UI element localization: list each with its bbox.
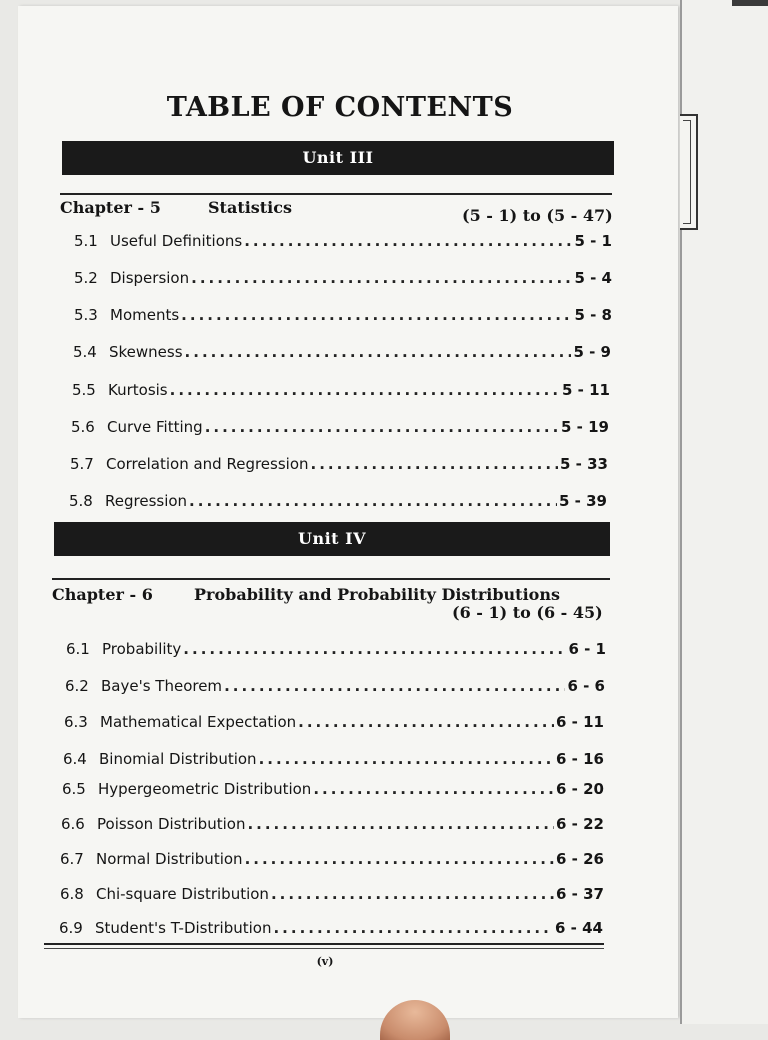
entry-title: Mathematical Expectation bbox=[100, 713, 297, 731]
entry-page: 5 - 8 bbox=[574, 306, 612, 324]
unit-banner: Unit III bbox=[62, 141, 614, 175]
footer-rule-thin bbox=[44, 948, 604, 949]
dot-leader bbox=[245, 850, 554, 868]
chapter-heading bbox=[60, 198, 292, 217]
entry-number: 6.6 bbox=[61, 815, 85, 833]
toc-entry[interactable] bbox=[62, 780, 604, 798]
page-number: (v) bbox=[316, 955, 334, 968]
entry-page: 6 - 1 bbox=[568, 640, 606, 658]
entry-page: 5 - 11 bbox=[562, 381, 610, 399]
entry-title: Normal Distribution bbox=[96, 850, 243, 868]
unit-banner: Unit IV bbox=[54, 522, 610, 556]
background-corner bbox=[732, 0, 768, 6]
page-title: TABLE OF CONTENTS bbox=[166, 92, 514, 123]
entry-title: Useful Definitions bbox=[110, 232, 243, 250]
chapter-page-range: (5 - 1) to (5 - 47) bbox=[462, 206, 613, 225]
entry-page: 6 - 20 bbox=[556, 780, 604, 798]
entry-title: Dispersion bbox=[110, 269, 190, 287]
dot-leader bbox=[205, 418, 559, 436]
entry-title: Probability bbox=[102, 640, 182, 658]
entry-title: Correlation and Regression bbox=[106, 455, 309, 473]
dot-leader bbox=[311, 455, 559, 473]
entry-page: 5 - 1 bbox=[574, 232, 612, 250]
toc-entry[interactable] bbox=[64, 713, 604, 731]
entry-title: Regression bbox=[105, 492, 188, 510]
entry-title: Skewness bbox=[109, 343, 183, 361]
entry-title: Baye's Theorem bbox=[101, 677, 223, 695]
dot-leader bbox=[224, 677, 565, 695]
toc-entry[interactable] bbox=[65, 677, 605, 695]
entry-page: 5 - 4 bbox=[574, 269, 612, 287]
entry-number: 6.2 bbox=[65, 677, 89, 695]
entry-number: 6.7 bbox=[60, 850, 84, 868]
entry-page: 6 - 16 bbox=[556, 750, 604, 768]
toc-entry[interactable] bbox=[72, 381, 610, 399]
entry-page: 6 - 44 bbox=[555, 919, 603, 937]
toc-entry[interactable] bbox=[61, 815, 604, 833]
dot-leader bbox=[189, 492, 557, 510]
dot-leader bbox=[191, 269, 572, 287]
entry-page: 6 - 22 bbox=[556, 815, 604, 833]
dot-leader bbox=[273, 919, 553, 937]
entry-number: 6.8 bbox=[60, 885, 84, 903]
footer-rule bbox=[44, 943, 604, 945]
entry-number: 5.6 bbox=[71, 418, 95, 436]
dot-leader bbox=[185, 343, 572, 361]
toc-entry[interactable] bbox=[70, 455, 608, 473]
toc-entry[interactable] bbox=[66, 640, 606, 658]
chapter-name: Statistics bbox=[208, 198, 293, 217]
entry-page: 6 - 6 bbox=[567, 677, 605, 695]
dot-leader bbox=[244, 232, 572, 250]
entry-number: 5.4 bbox=[73, 343, 97, 361]
entry-number: 5.3 bbox=[74, 306, 98, 324]
toc-entry[interactable] bbox=[74, 269, 612, 287]
entry-page: 5 - 19 bbox=[561, 418, 609, 436]
entry-page: 5 - 9 bbox=[573, 343, 611, 361]
dot-leader bbox=[247, 815, 554, 833]
toc-entry[interactable] bbox=[74, 306, 612, 324]
entry-number: 5.5 bbox=[72, 381, 96, 399]
dot-leader bbox=[183, 640, 566, 658]
chapter-page-range: (6 - 1) to (6 - 45) bbox=[452, 603, 603, 622]
entry-page: 5 - 33 bbox=[560, 455, 608, 473]
toc-entry[interactable] bbox=[59, 919, 603, 937]
toc-entry[interactable] bbox=[63, 750, 604, 768]
chapter-name: Probability and Probability Distributions bbox=[194, 585, 560, 604]
entry-page: 5 - 39 bbox=[559, 492, 607, 510]
dot-leader bbox=[271, 885, 554, 903]
dot-leader bbox=[313, 780, 554, 798]
toc-entry[interactable] bbox=[73, 343, 611, 361]
entry-number: 5.1 bbox=[74, 232, 98, 250]
entry-title: Chi-square Distribution bbox=[96, 885, 269, 903]
entry-number: 6.3 bbox=[64, 713, 88, 731]
entry-number: 5.8 bbox=[69, 492, 93, 510]
toc-entry[interactable] bbox=[60, 885, 604, 903]
dot-leader bbox=[298, 713, 554, 731]
chapter-heading bbox=[52, 585, 560, 604]
dot-leader bbox=[181, 306, 572, 324]
chapter-label: Chapter - 6 bbox=[52, 585, 153, 604]
toc-entry[interactable] bbox=[60, 850, 604, 868]
entry-number: 6.1 bbox=[66, 640, 90, 658]
chapter-label: Chapter - 5 bbox=[60, 198, 161, 217]
chapter-divider bbox=[60, 193, 612, 195]
toc-entry[interactable] bbox=[74, 232, 612, 250]
entry-page: 6 - 11 bbox=[556, 713, 604, 731]
entry-number: 5.7 bbox=[70, 455, 94, 473]
toc-entry[interactable] bbox=[69, 492, 607, 510]
entry-page: 6 - 37 bbox=[556, 885, 604, 903]
entry-title: Hypergeometric Distribution bbox=[98, 780, 312, 798]
toc-entry[interactable] bbox=[71, 418, 609, 436]
entry-title: Poisson Distribution bbox=[97, 815, 246, 833]
dot-leader bbox=[259, 750, 554, 768]
page-tab-marker bbox=[680, 114, 698, 230]
dot-leader bbox=[170, 381, 560, 399]
entry-number: 6.5 bbox=[62, 780, 86, 798]
entry-title: Curve Fitting bbox=[107, 418, 203, 436]
entry-number: 6.9 bbox=[59, 919, 83, 937]
entry-title: Kurtosis bbox=[108, 381, 168, 399]
entry-number: 6.4 bbox=[63, 750, 87, 768]
entry-page: 6 - 26 bbox=[556, 850, 604, 868]
entry-title: Binomial Distribution bbox=[99, 750, 257, 768]
entry-number: 5.2 bbox=[74, 269, 98, 287]
entry-title: Student's T-Distribution bbox=[95, 919, 272, 937]
entry-title: Moments bbox=[110, 306, 180, 324]
chapter-divider bbox=[52, 578, 610, 580]
